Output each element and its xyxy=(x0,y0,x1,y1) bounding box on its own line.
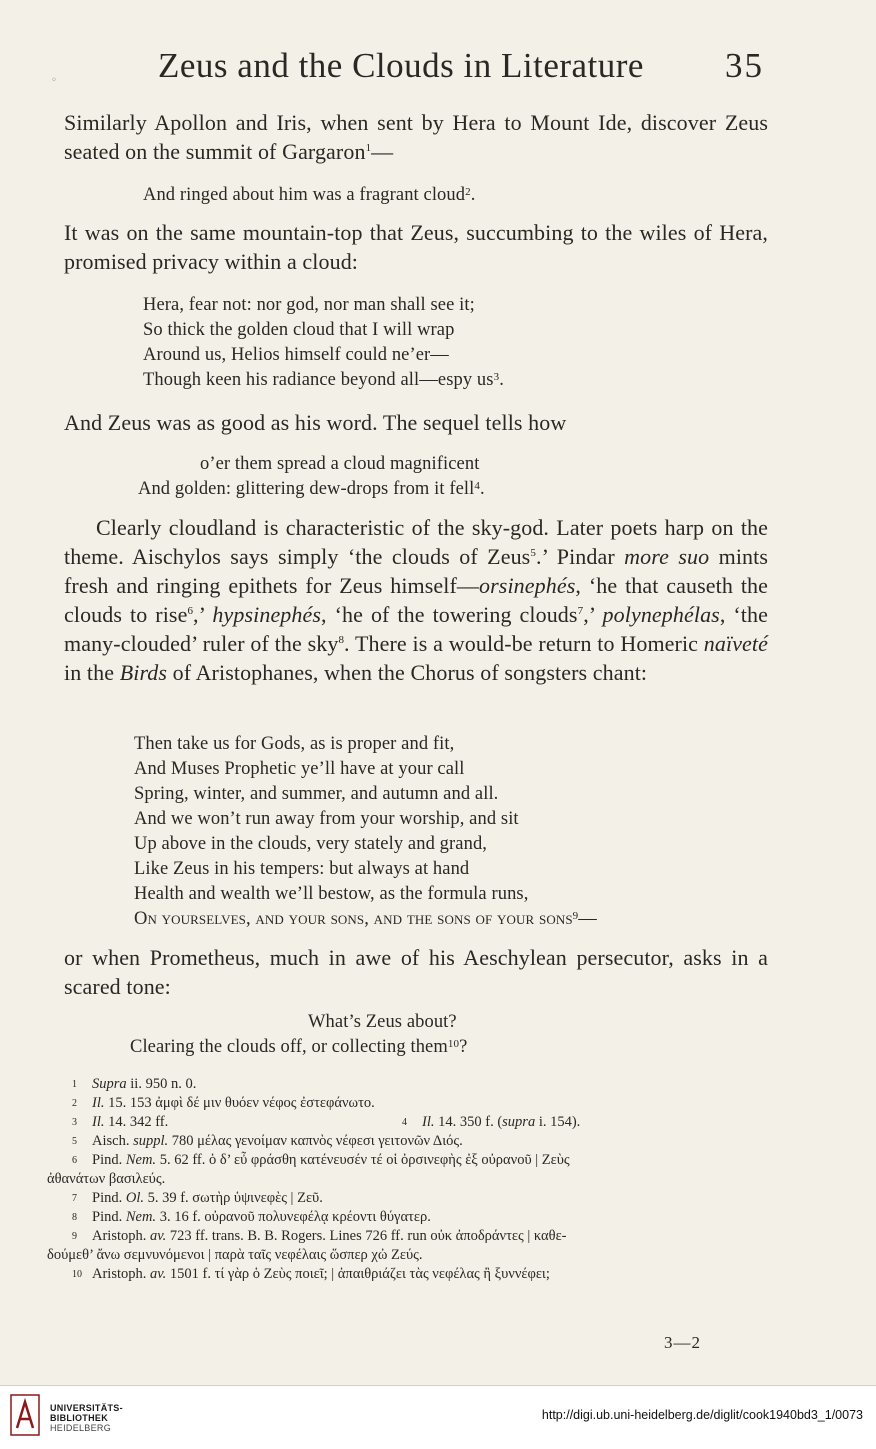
verse-line: Clearing the clouds off, or collecting them$^{10}$? xyxy=(130,1037,468,1057)
footnote-3-4: 3 Il. 14. 342 ff. 4 Il. 14. 350 f. (supra i. 154). xyxy=(72,1114,581,1130)
footnote-ref-3: 3 xyxy=(493,371,500,383)
paragraph-apollon-iris: Similarly Apollon and Iris, when sent by Hera to Mount Ide, discover Zeus seated on the summit of Gargaron$^1$— xyxy=(64,110,768,164)
footnotes xyxy=(47,1075,762,1284)
verse-line: And golden: glittering dew-drops from it fell$^4$. xyxy=(138,479,485,499)
footnote-ref-2: 2 xyxy=(465,186,471,198)
verse-line: Like Zeus in his tempers: but always at hand xyxy=(134,859,470,879)
paragraph-cloudland: Clearly cloudland is characteristic of the sky-god. Later poets harp on the theme. Aischylos says simply ‘the clouds of Zeus$^5$.’ Pindar more suo mints fresh and ringing epithets for Zeus himself—orsinephés, ‘he that causeth the clouds to rise$^6$,’ hypsinephés, ‘he of the towering clouds$^7$,’ polynephélas, ‘the many-clouded’ ruler of the sky$^8$. There is a would-be return to Homeric naïveté in the Birds of Aristophanes, when the Chorus of songsters chant: xyxy=(64,515,769,685)
verse-line: Around us, Helios himself could ne’er— xyxy=(143,345,449,365)
footnote-7: 7 Pind. Ol. 5. 39 f. σωτὴρ ὑψινεφὲς | Ζεῦ. xyxy=(72,1190,323,1206)
verse-line: Though keen his radiance beyond all—espy $us^3$. xyxy=(143,370,504,390)
verse-line: o’er them spread a cloud magnificent xyxy=(200,454,480,474)
paragraph-prometheus: or when Prometheus, much in awe of his Aeschylean persecutor, asks in a scared tone: xyxy=(64,945,768,999)
page-number: 35 xyxy=(725,46,764,85)
verse-line: Up above in the clouds, very stately and grand, xyxy=(134,834,488,854)
verse-line: Hera, fear not: nor god, nor man shall see it; xyxy=(143,295,475,315)
quote-whats-zeus-about xyxy=(130,1010,467,1060)
footnote-ref-9: 9 xyxy=(572,910,579,922)
footnote-10: 10 Aristoph. av. 1501 f. τί γὰρ ὁ Ζεὺς ποιεῖ; | ἀπαιθριάζει τὰς νεφέλας ἢ ξυννέφει; xyxy=(72,1266,550,1282)
footnote-1: 1 Supra ii. 950 n. 0. xyxy=(72,1076,197,1092)
viewer-footer xyxy=(0,1385,876,1449)
quote-hera-fear-not xyxy=(143,293,504,393)
footnote-ref-1: 1 xyxy=(365,142,372,154)
footnote-ref-8: 8 xyxy=(338,634,345,646)
verse-line: And Muses Prophetic ye’ll have at your call xyxy=(134,759,465,779)
footnote-5: 5 Aisch. suppl. 780 μέλας γενοίμαν καπνὸς νέφεσι γειτονῶν Διός. xyxy=(72,1133,463,1149)
library-name: UNIVERSITÄTS- BIBLIOTHEK HEIDELBERG xyxy=(50,1403,123,1433)
footnote-6: 6 Pind. Nem. 5. 62 ff. ὁ δ’ εὖ φράσθη κατένευσέν τέ οἱ ὀρσινεφὴς ἐξ οὐρανοῦ | Ζεὺς xyxy=(72,1152,570,1168)
verse-line: Then take us for Gods, as is proper and fit, xyxy=(134,734,455,754)
footnote-4: 4 Il. 14. 350 f. (supra i. 154). xyxy=(402,1114,581,1130)
footnote-ref-4: 4 xyxy=(474,480,481,492)
footnote-ref-7: 7 xyxy=(577,605,584,617)
quote-chorus-songsters xyxy=(134,732,597,932)
source-url-link[interactable]: http://digi.ub.uni-heidelberg.de/diglit/cook1940bd3_1/0073 xyxy=(541,1408,863,1422)
margin-mark: ◦ xyxy=(51,75,57,86)
footnote-ref-5: 5 xyxy=(530,547,536,559)
quote-cloud-magnificent xyxy=(138,452,485,502)
verse-line: So thick the golden cloud that I will wrap xyxy=(143,320,455,340)
page-title: Zeus and the Clouds in Literature xyxy=(158,46,644,85)
footnote-8: 8 Pind. Nem. 3. 16 f. οὐρανοῦ πολυνεφέλᾳ κρέοντι θύγατερ. xyxy=(72,1209,431,1225)
quote-fragrant-cloud: And ringed about him was a fragrant cloud$^2$. xyxy=(143,185,476,205)
verse-line: On yourselves, and your sons, and the sons of your sons$^9$— xyxy=(134,909,597,929)
footnote-9: 9 Aristoph. av. 723 ff. trans. B. B. Rogers. Lines 726 ff. run οὐκ ἀποδράντες | καθε- xyxy=(72,1228,567,1244)
library-logo-icon xyxy=(10,1394,40,1436)
verse-line: Spring, winter, and summer, and autumn and all. xyxy=(134,784,499,804)
verse-line: What’s Zeus about? xyxy=(308,1012,457,1032)
footnote-6-cont: ἀθανάτων βασιλεύς. xyxy=(47,1171,166,1187)
running-header xyxy=(150,44,770,94)
verse-line: Health and wealth we’ll bestow, as the formula runs, xyxy=(134,884,529,904)
footnote-9-cont: δούμεθ’ ἄνω σεμνυνόμενοι | παρὰ ταῖς νεφέλαις ὥσπερ χὠ Ζεύς. xyxy=(47,1247,423,1263)
paragraph-mountain-top: It was on the same mountain-top that Zeus, succumbing to the wiles of Hera, promised privacy within a cloud: xyxy=(64,220,768,274)
paragraph-as-good-as-word: And Zeus was as good as his word. The sequel tells how xyxy=(64,410,567,435)
footnote-ref-6: 6 xyxy=(187,605,194,617)
signature-mark: 3—2 xyxy=(664,1333,701,1352)
verse-line: And we won’t run away from your worship, and sit xyxy=(134,809,519,829)
footnote-2: 2 Il. 15. 153 ἀμφὶ δέ μιν θυόεν νέφος ἐστεφάνωτο. xyxy=(72,1095,375,1111)
footnote-ref-10: 10 xyxy=(447,1038,460,1050)
